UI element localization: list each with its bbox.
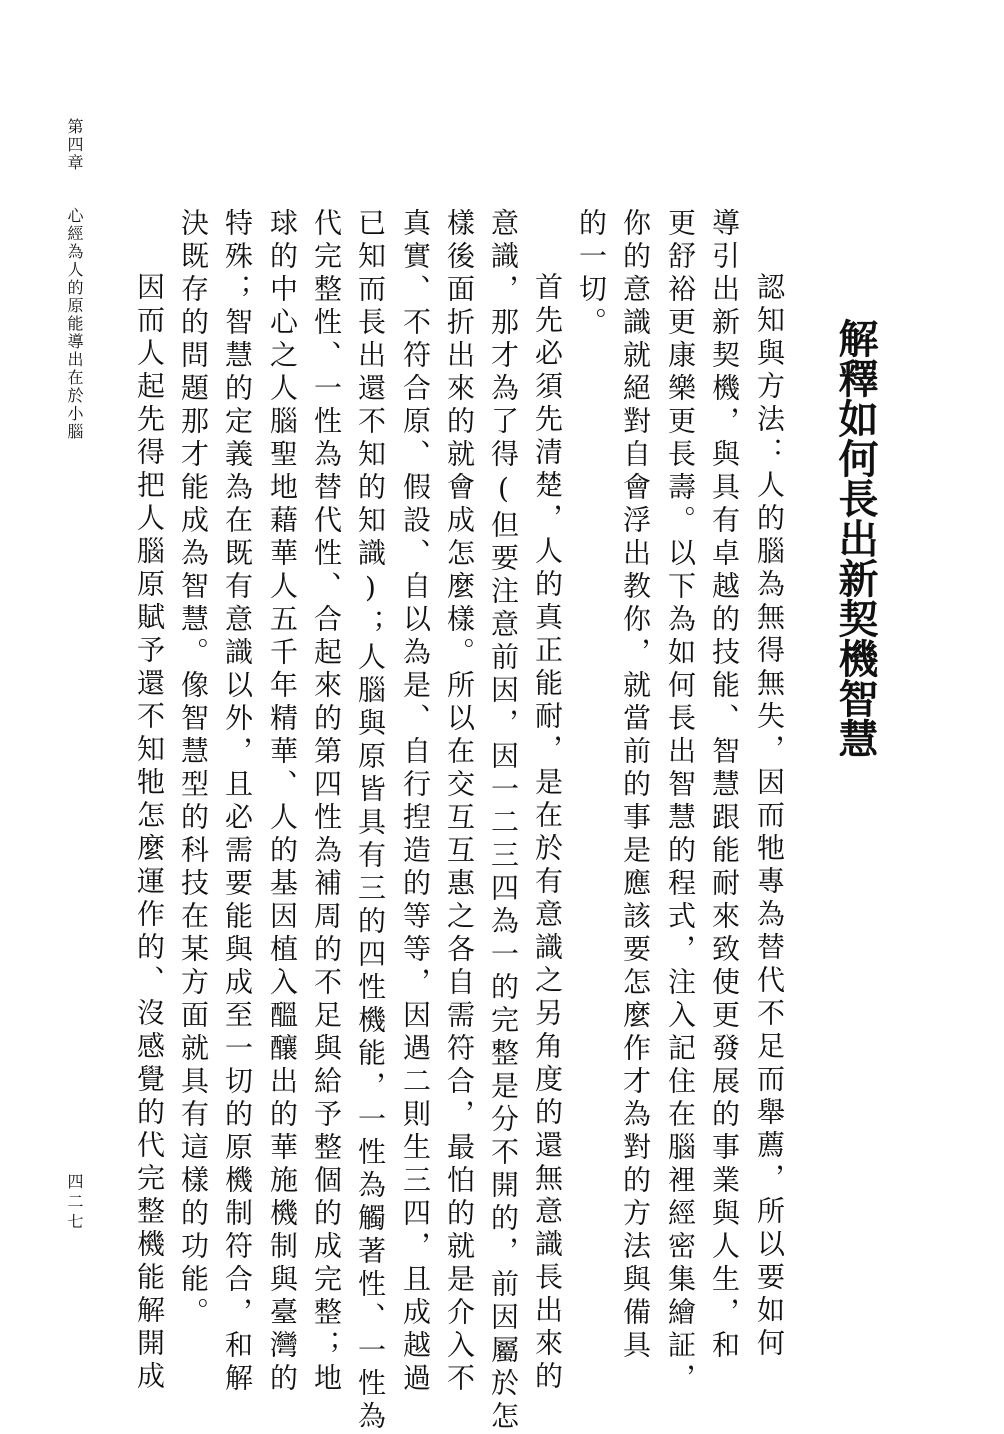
body-column: 特殊；智慧的定義為在既有意識以外，且必需要能與成至一切的原機制符合，和解 — [221, 208, 254, 1396]
body-column: 球的中心之人腦聖地藉華人五千年精華、人的基因植入醞釀出的華施機制與臺灣的 — [266, 208, 299, 1396]
body-column: 因而人起先得把人腦原賦予還不知牠怎麼運作的、沒感覺的代完整機能解開成 — [133, 272, 166, 1394]
body-column: 代完整性、一性為替代性、合起來的第四性為補周的不足與給予整個的成完整；地 — [310, 208, 343, 1396]
body-column: 認知與方法：人的腦為無得無失，因而牠專為替代不足而舉薦，所以要如何 — [753, 272, 786, 1361]
page-number: 四二七 — [65, 1173, 84, 1233]
body-column: 首先必須先清楚，人的真正能耐，是在於有意識之另角度的還無意識長出來的 — [531, 272, 564, 1394]
body-column: 決既存的問題那才能成為智慧。像智慧型的科技在某方面就具有這樣的功能。 — [177, 208, 210, 1330]
body-column: 更舒裕更康樂更長壽。以下為如何長出智慧的程式，注入記住在腦裡經密集繪証， — [664, 208, 697, 1396]
body-column: 導引出新契機，與具有卓越的技能、智慧跟能耐來致使更發展的事業與人生，和 — [708, 208, 741, 1363]
body-column: 樣後面折出來的就會成怎麼樣。所以在交互互惠之各自需符合，最怕的就是介入不 — [443, 208, 476, 1396]
page-title: 解釋如何長出新契機智慧 — [832, 318, 879, 758]
running-header-title: 心經為人的原能導出在於小腦 — [65, 207, 84, 441]
body-column: 你的意識就絕對自會浮出教你，就當前的事是應該要怎麼作才為對的方法與備具 — [619, 208, 652, 1363]
body-column: 的一切。 — [575, 208, 608, 340]
body-column: 真實、不符合原、假設、自以為是、自行揑造的等等，因遇二則生三四，且成越過 — [399, 208, 432, 1396]
body-column: 已知而長出還不知的知識)；人腦與原皆具有三的四性機能，一性為觸著性、一性為 — [354, 208, 387, 1434]
body-column: 意識，那才為了得(但要注意前因，因一二三四為一的完整是分不開的，前因屬於怎 — [487, 208, 520, 1434]
running-header-chapter: 第四章 — [65, 118, 84, 172]
